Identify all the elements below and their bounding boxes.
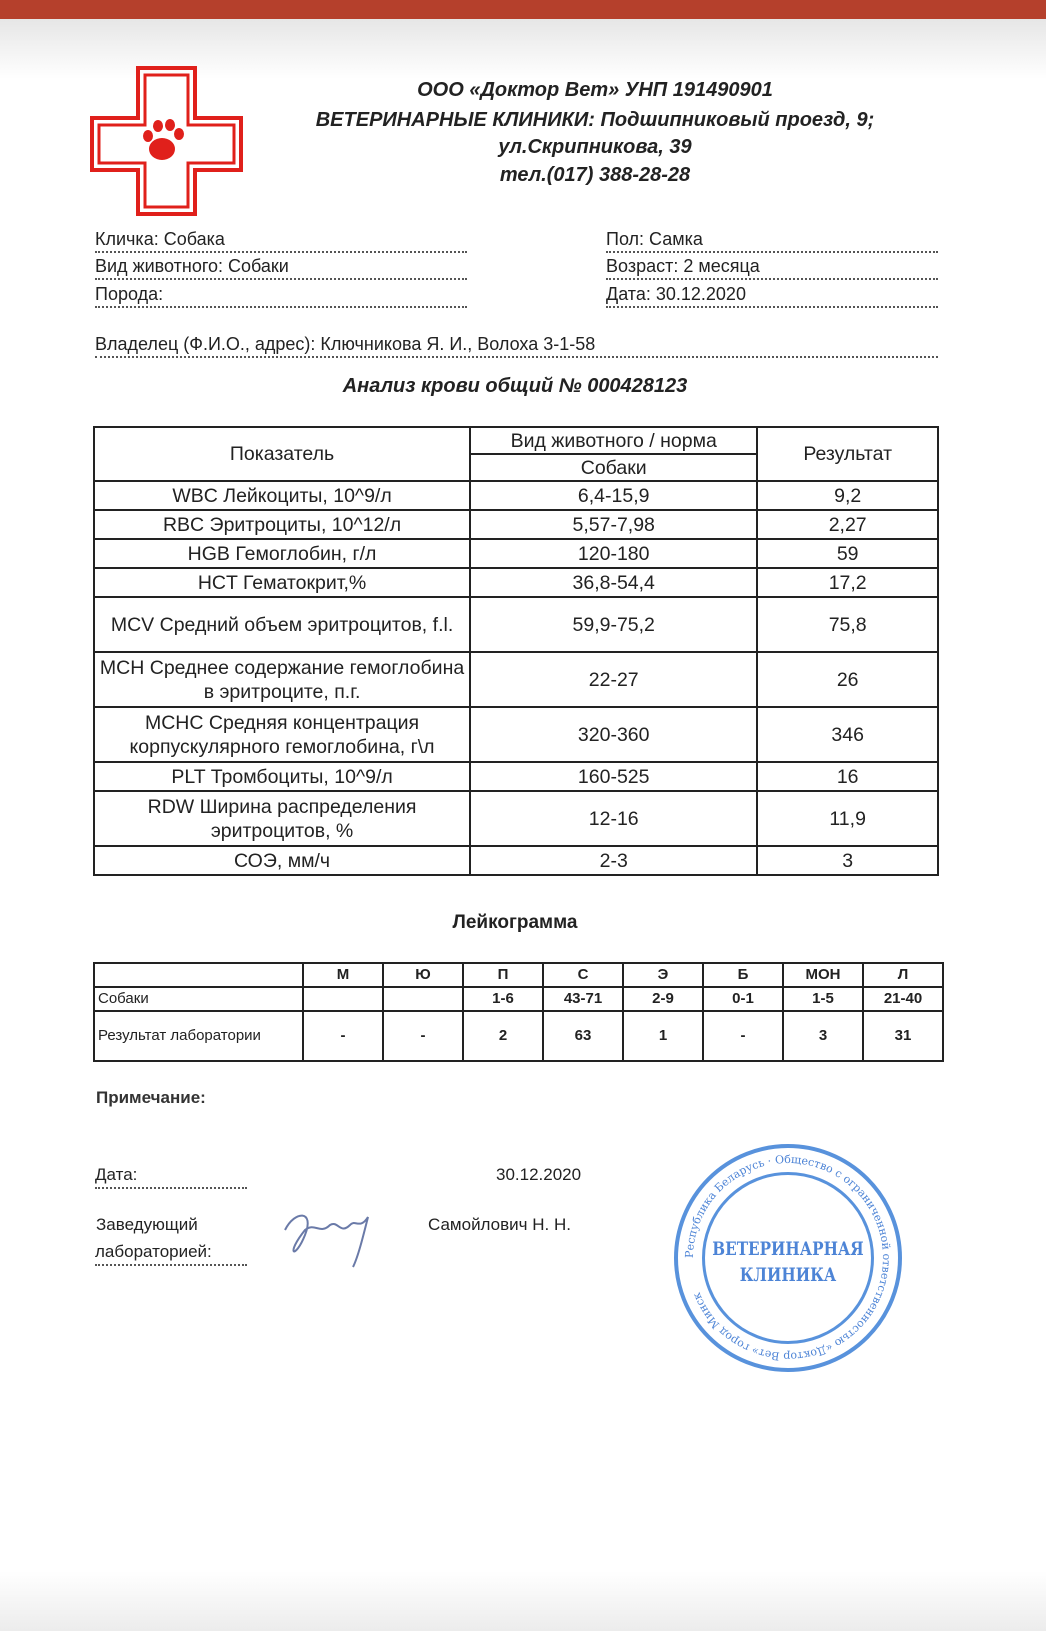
leuko-header: П (463, 963, 543, 987)
bottom-shade (0, 1571, 1046, 1631)
owner: Владелец (Ф.И.О., адрес): Ключникова Я. И., Волоха 3-1-58 (95, 332, 938, 358)
table-row (94, 597, 938, 652)
parameter-cell: MCHC Средняя концентрация корпускулярного гемоглобина, г\л (94, 707, 470, 762)
leuko-result: - (703, 1011, 783, 1061)
parameter-cell: HGB Гемоглобин, г/л (94, 539, 470, 568)
result-cell: 75,8 (757, 597, 938, 652)
leuko-header: Б (703, 963, 783, 987)
clinic-phone: тел.(017) 388-28-28 (499, 164, 691, 186)
signature (275, 1200, 385, 1270)
norm-cell: 22-27 (470, 652, 757, 707)
table-row (94, 481, 938, 510)
table-row (94, 568, 938, 597)
head-label-2: лабораторией: (95, 1240, 247, 1266)
table-row (94, 539, 938, 568)
paw-icon (143, 119, 184, 160)
norm-cell: 6,4-15,9 (470, 481, 757, 510)
head-label-1: Заведующий (96, 1215, 198, 1234)
result-cell: 2,27 (757, 510, 938, 539)
result-cell: 17,2 (757, 568, 938, 597)
parameter-cell: PLT Тромбоциты, 10^9/л (94, 762, 470, 791)
pet-breed: Порода: (95, 282, 467, 308)
table-row (94, 510, 938, 539)
report-date: Дата: 30.12.2020 (606, 282, 938, 308)
norm-cell: 160-525 (470, 762, 757, 791)
stamp-text-1: ВЕТЕРИНАРНАЯ (712, 1238, 864, 1260)
parameter-cell: СОЭ, мм/ч (94, 846, 470, 875)
sign-date: 30.12.2020 (496, 1165, 582, 1184)
leuko-result: 63 (543, 1011, 623, 1061)
svg-text:Республика Беларусь · Общество: Республика Беларусь · Общество с ограниченной ответственностью «Доктор Вет» город Минск (682, 1152, 894, 1364)
leuko-header: Ю (383, 963, 463, 987)
table-row (94, 762, 938, 791)
result-cell: 11,9 (757, 791, 938, 846)
norm-cell: 120-180 (470, 539, 757, 568)
norm-cell: 12-16 (470, 791, 757, 846)
result-label: Результат лаборатории (94, 1011, 303, 1061)
leuko-norm (383, 987, 463, 1011)
head-name: Самойлович Н. Н. (428, 1215, 571, 1234)
leuko-norm: 1-5 (783, 987, 863, 1011)
header-result: Результат (757, 427, 938, 481)
leuko-norm: 0-1 (703, 987, 783, 1011)
leuko-norm: 21-40 (863, 987, 943, 1011)
header-parameter: Показатель (94, 427, 470, 481)
leukogram-title: Лейкограмма (452, 912, 578, 933)
clinic-stamp (674, 1144, 902, 1372)
leuko-result: 31 (863, 1011, 943, 1061)
parameter-cell: HCT Гематокрит,% (94, 568, 470, 597)
leuko-norm: 43-71 (543, 987, 623, 1011)
table-row (94, 791, 938, 846)
sign-date-label: Дата: (95, 1163, 247, 1189)
blood-test-table (93, 426, 939, 876)
leuko-norm: 2-9 (623, 987, 703, 1011)
norm-cell: 59,9-75,2 (470, 597, 757, 652)
leuko-norm (303, 987, 383, 1011)
norm-label: Собаки (94, 987, 303, 1011)
leuko-header: М (303, 963, 383, 987)
norm-cell: 2-3 (470, 846, 757, 875)
leukogram-table (93, 962, 944, 1062)
stamp-ring-text (678, 1148, 898, 1368)
note-label: Примечание: (96, 1088, 206, 1107)
top-bar (0, 0, 1046, 19)
leuko-header: С (543, 963, 623, 987)
parameter-cell: RDW Ширина распределения эритроцитов, % (94, 791, 470, 846)
leuko-result: 1 (623, 1011, 703, 1061)
norm-cell: 320-360 (470, 707, 757, 762)
result-cell: 9,2 (757, 481, 938, 510)
parameter-cell: RBC Эритроциты, 10^12/л (94, 510, 470, 539)
leuko-header: Л (863, 963, 943, 987)
result-cell: 59 (757, 539, 938, 568)
pet-name: Кличка: Собака (95, 227, 467, 253)
table-row (94, 652, 938, 707)
clinic-cross-logo (90, 66, 243, 216)
leuko-result: 3 (783, 1011, 863, 1061)
pet-sex: Пол: Самка (606, 227, 938, 253)
parameter-cell: MCH Среднее содержание гемоглобина в эритроците, п.г. (94, 652, 470, 707)
leuko-norm: 1-6 (463, 987, 543, 1011)
parameter-cell: MCV Средний объем эритроцитов, f.l. (94, 597, 470, 652)
leuko-header: МОН (783, 963, 863, 987)
header-norm: Вид животного / норма (470, 427, 757, 454)
leuko-result: 2 (463, 1011, 543, 1061)
leuko-result: - (383, 1011, 463, 1061)
pet-species: Вид животного: Собаки (95, 254, 467, 280)
result-cell: 26 (757, 652, 938, 707)
pet-age: Возраст: 2 месяца (606, 254, 938, 280)
result-cell: 346 (757, 707, 938, 762)
header-species: Собаки (470, 454, 757, 481)
analysis-title: Анализ крови общий № 000428123 (342, 375, 688, 397)
table-row (94, 707, 938, 762)
result-cell: 3 (757, 846, 938, 875)
norm-cell: 36,8-54,4 (470, 568, 757, 597)
norm-cell: 5,57-7,98 (470, 510, 757, 539)
clinic-address-2: ул.Скрипникова, 39 (498, 136, 692, 158)
leuko-header: Э (623, 963, 703, 987)
result-cell: 16 (757, 762, 938, 791)
leuko-result: - (303, 1011, 383, 1061)
clinic-name: ООО «Доктор Вет» УНП 191490901 (417, 79, 773, 101)
clinic-addresses: ВЕТЕРИНАРНЫЕ КЛИНИКИ: Подшипниковый проезд, 9; (315, 109, 875, 131)
stamp-text-2: КЛИНИКА (739, 1264, 837, 1286)
table-row (94, 846, 938, 875)
parameter-cell: WBC Лейкоциты, 10^9/л (94, 481, 470, 510)
